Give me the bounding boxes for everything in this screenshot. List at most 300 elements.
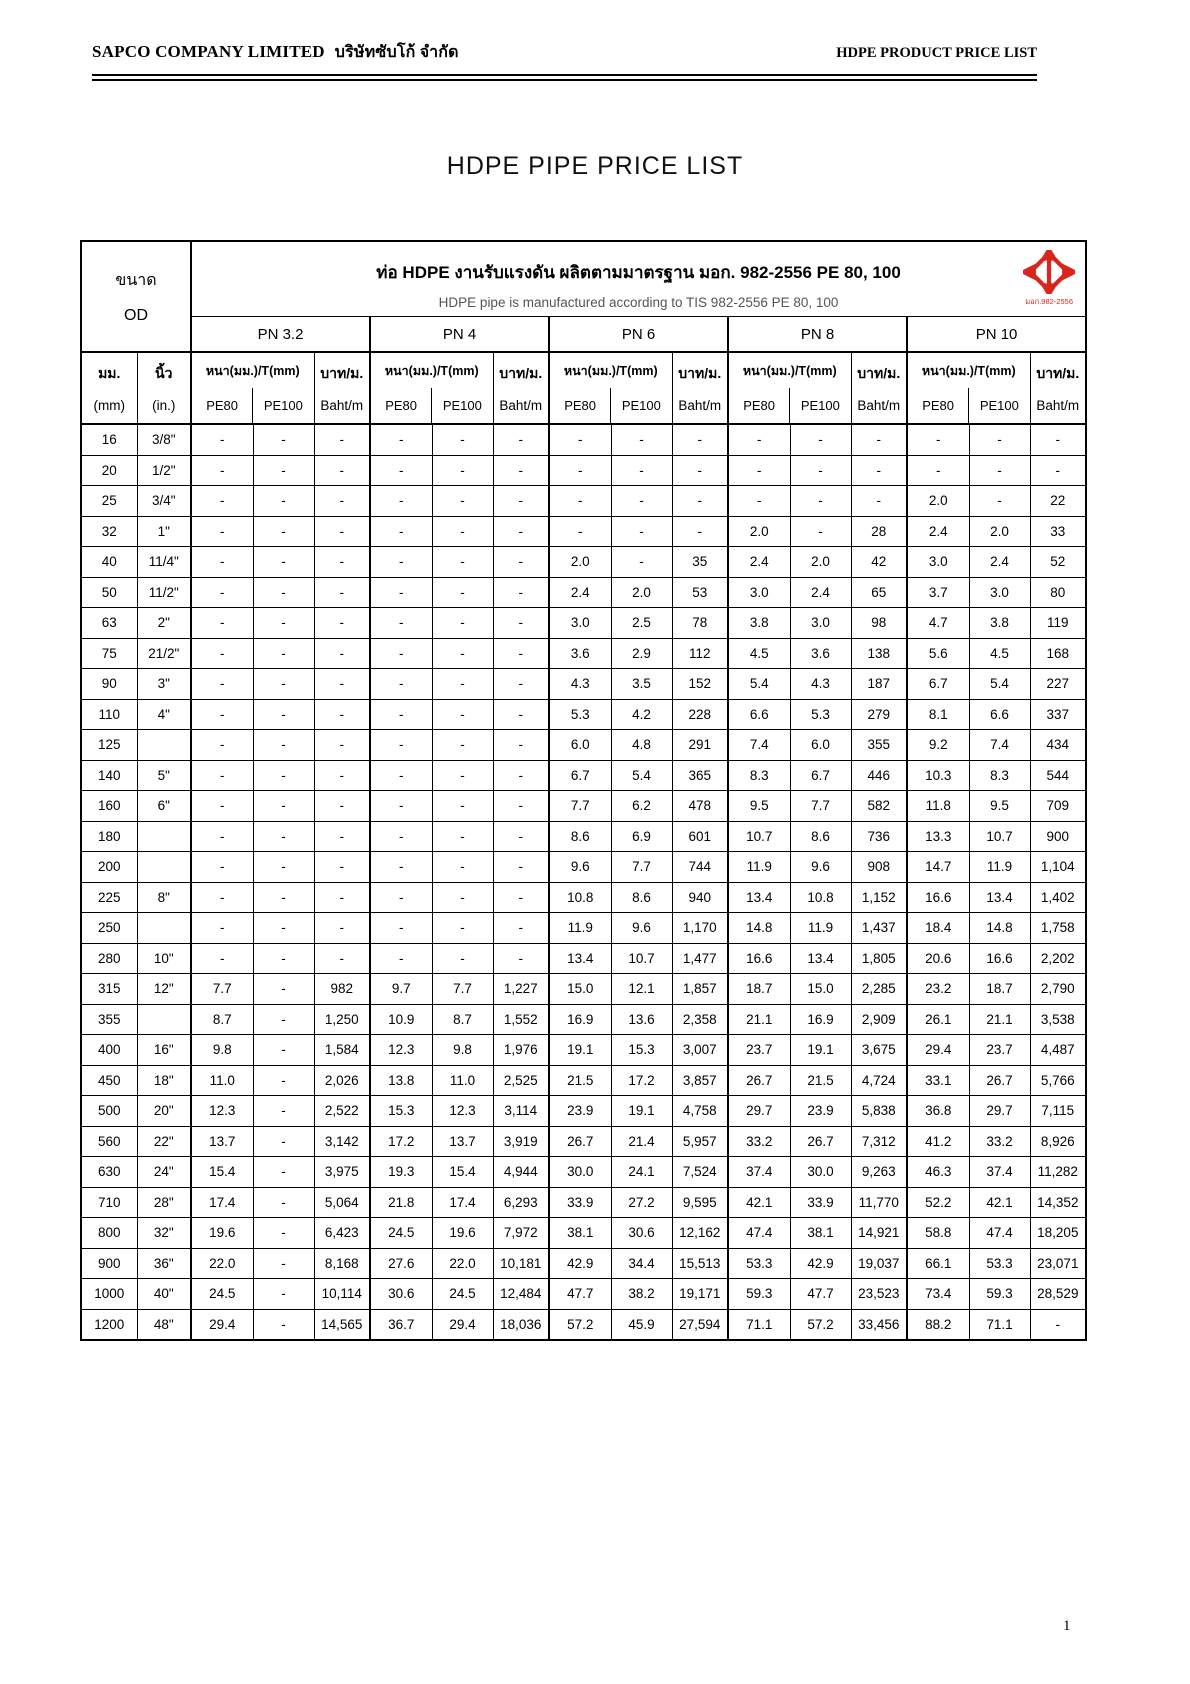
cell-value: 46.3 [907, 1157, 969, 1188]
table-row [81, 699, 1086, 730]
cell-value: 20.6 [907, 943, 969, 974]
cell-value: 1,552 [493, 1004, 549, 1035]
cell-value: - [969, 455, 1030, 486]
cell-value: 19.1 [611, 1096, 672, 1127]
cell-value: 18,036 [493, 1309, 549, 1340]
cell-value: 10.3 [907, 760, 969, 791]
page-number: 1 [1063, 1618, 1071, 1634]
cell-value: 47.4 [969, 1218, 1030, 1249]
cell-value: - [672, 455, 728, 486]
cell-value: 6.2 [611, 791, 672, 822]
cell-value: 18.4 [907, 913, 969, 944]
cell-value: - [432, 608, 493, 639]
cell-mm: 630 [81, 1157, 137, 1188]
cell-value: 2.4 [907, 516, 969, 547]
cell-value: 11.9 [728, 852, 790, 883]
cell-value: 27.2 [611, 1187, 672, 1218]
thickness-header-cell: หนา(มม.)/T(mm) PE80 PE100 [549, 352, 672, 424]
cell-value: - [191, 547, 253, 578]
cell-value: - [253, 913, 314, 944]
baht-header-cell: บาท/ม. Baht/m [493, 352, 549, 424]
cell-value: - [907, 424, 969, 455]
cell-value: - [314, 913, 370, 944]
cell-value: 23.9 [549, 1096, 611, 1127]
cell-value: - [314, 424, 370, 455]
cell-value: - [672, 424, 728, 455]
cell-value: - [253, 1187, 314, 1218]
cell-value: 4.3 [790, 669, 851, 700]
cell-in [137, 730, 191, 761]
cell-value: 41.2 [907, 1126, 969, 1157]
cell-value: - [253, 882, 314, 913]
cell-value: 17.2 [611, 1065, 672, 1096]
cell-value: 11.9 [790, 913, 851, 944]
cell-value: 14.8 [969, 913, 1030, 944]
cell-value: 3.0 [728, 577, 790, 608]
cell-value: 38.1 [549, 1218, 611, 1249]
cell-mm: 1000 [81, 1279, 137, 1310]
cell-value: 57.2 [549, 1309, 611, 1340]
cell-value: 33.2 [728, 1126, 790, 1157]
cell-value: - [191, 486, 253, 517]
cell-in: 22" [137, 1126, 191, 1157]
cell-value: 59.3 [969, 1279, 1030, 1310]
cell-value: - [493, 486, 549, 517]
cell-value: 27.6 [370, 1248, 432, 1279]
cell-value: 15.0 [549, 974, 611, 1005]
cell-in: 28" [137, 1187, 191, 1218]
cell-value: 24.1 [611, 1157, 672, 1188]
cell-value: 8.6 [549, 821, 611, 852]
cell-value: 4,944 [493, 1157, 549, 1188]
cell-value: - [790, 486, 851, 517]
cell-value: - [672, 516, 728, 547]
cell-value: 228 [672, 699, 728, 730]
cell-value: 2,202 [1030, 943, 1086, 974]
cell-value: 4.3 [549, 669, 611, 700]
cell-value: 3.8 [728, 608, 790, 639]
cell-value: 12.1 [611, 974, 672, 1005]
cell-value: 2.0 [969, 516, 1030, 547]
pn-header-cell: PN 10 [907, 317, 1086, 353]
cell-mm: 160 [81, 791, 137, 822]
cell-value: 11.9 [969, 852, 1030, 883]
cell-value: - [191, 669, 253, 700]
cell-value: - [253, 424, 314, 455]
table-row [81, 547, 1086, 578]
cell-value: 23.7 [969, 1035, 1030, 1066]
cell-value: 29.4 [191, 1309, 253, 1340]
cell-value: - [253, 547, 314, 578]
cell-value: 18.7 [728, 974, 790, 1005]
cell-value: 8.1 [907, 699, 969, 730]
baht-header-cell: บาท/ม. Baht/m [314, 352, 370, 424]
cell-value: 5,838 [851, 1096, 907, 1127]
pe100-label: PE100 [431, 388, 492, 423]
cell-value: 47.7 [790, 1279, 851, 1310]
table-row [81, 1248, 1086, 1279]
cell-value: 365 [672, 760, 728, 791]
cell-mm: 90 [81, 669, 137, 700]
table-row [81, 730, 1086, 761]
cell-value: - [253, 486, 314, 517]
cell-value: - [370, 913, 432, 944]
cell-value: 42.1 [969, 1187, 1030, 1218]
company-name-en: SAPCO COMPANY LIMITED [92, 42, 325, 61]
cell-mm: 225 [81, 882, 137, 913]
cell-value: 1,227 [493, 974, 549, 1005]
cell-in: 11/4" [137, 547, 191, 578]
cell-value: - [253, 516, 314, 547]
thickness-header-cell: หนา(มม.)/T(mm) PE80 PE100 [191, 352, 314, 424]
cell-value: - [493, 760, 549, 791]
cell-value: 2.4 [790, 577, 851, 608]
cell-value: - [253, 1096, 314, 1127]
cell-value: - [253, 730, 314, 761]
cell-value: 6.9 [611, 821, 672, 852]
pn-header-cell: PN 4 [370, 317, 549, 353]
cell-value: 5,766 [1030, 1065, 1086, 1096]
table-row [81, 882, 1086, 913]
cell-value: 3,538 [1030, 1004, 1086, 1035]
cell-value: 5,064 [314, 1187, 370, 1218]
cell-value: - [191, 638, 253, 669]
cell-value: 29.4 [907, 1035, 969, 1066]
cell-value: 30.6 [611, 1218, 672, 1249]
pe100-label: PE100 [610, 388, 671, 423]
cell-value: 21.8 [370, 1187, 432, 1218]
cell-value: 8.7 [432, 1004, 493, 1035]
cell-value: 13.4 [790, 943, 851, 974]
cell-value: - [432, 638, 493, 669]
cell-value: 8,926 [1030, 1126, 1086, 1157]
cell-value: - [728, 486, 790, 517]
cell-mm: 315 [81, 974, 137, 1005]
table-row [81, 791, 1086, 822]
cell-value: - [611, 455, 672, 486]
cell-value: 15.0 [790, 974, 851, 1005]
cell-value: - [493, 547, 549, 578]
thickness-header-cell: หนา(มม.)/T(mm) PE80 PE100 [728, 352, 851, 424]
cell-mm: 1200 [81, 1309, 137, 1340]
cell-value: 1,976 [493, 1035, 549, 1066]
cell-value: 13.7 [432, 1126, 493, 1157]
cell-value: 6.6 [969, 699, 1030, 730]
cell-value: 9.7 [370, 974, 432, 1005]
cell-value: 33.9 [790, 1187, 851, 1218]
cell-value: 53 [672, 577, 728, 608]
pe80-label: PE80 [743, 398, 776, 413]
cell-value: 19.6 [432, 1218, 493, 1249]
cell-value: 8.6 [611, 882, 672, 913]
cell-value: 5.4 [728, 669, 790, 700]
cell-value: 30.0 [790, 1157, 851, 1188]
cell-value: - [432, 730, 493, 761]
cell-value: 4,758 [672, 1096, 728, 1127]
cell-value: - [493, 455, 549, 486]
cell-value: 2.0 [728, 516, 790, 547]
cell-value: 3.6 [790, 638, 851, 669]
cell-value: 2,790 [1030, 974, 1086, 1005]
cell-value: 9.8 [191, 1035, 253, 1066]
cell-value: - [253, 791, 314, 822]
cell-value: - [432, 577, 493, 608]
double-rule [92, 74, 1037, 81]
cell-in [137, 913, 191, 944]
doc-header [92, 40, 1037, 81]
cell-value: 22.0 [191, 1248, 253, 1279]
cell-value: 2,522 [314, 1096, 370, 1127]
cell-value: 3.5 [611, 669, 672, 700]
cell-value: 13.6 [611, 1004, 672, 1035]
cell-value: - [549, 486, 611, 517]
cell-value: 355 [851, 730, 907, 761]
cell-value: - [191, 730, 253, 761]
cell-value: 33.1 [907, 1065, 969, 1096]
cell-value: 7,312 [851, 1126, 907, 1157]
cell-value: 2.4 [549, 577, 611, 608]
cell-value: 4.7 [907, 608, 969, 639]
cell-value: 168 [1030, 638, 1086, 669]
cell-value: 2,026 [314, 1065, 370, 1096]
cell-value: 1,857 [672, 974, 728, 1005]
cell-value: 7.4 [969, 730, 1030, 761]
cell-value: 16.9 [549, 1004, 611, 1035]
cell-in: 4" [137, 699, 191, 730]
cell-in: 5" [137, 760, 191, 791]
size-od-cell [81, 241, 191, 352]
cell-value: - [549, 516, 611, 547]
cell-value: 26.7 [969, 1065, 1030, 1096]
cell-value: 9.6 [790, 852, 851, 883]
table-row [81, 1187, 1086, 1218]
cell-value: 434 [1030, 730, 1086, 761]
pe100-label: PE100 [789, 388, 850, 423]
cell-value: 21.4 [611, 1126, 672, 1157]
cell-value: 2,358 [672, 1004, 728, 1035]
cell-value: 17.4 [191, 1187, 253, 1218]
cell-value: 12.3 [370, 1035, 432, 1066]
cell-value: 58.8 [907, 1218, 969, 1249]
cell-value: 4,487 [1030, 1035, 1086, 1066]
cell-value: 6.0 [790, 730, 851, 761]
cell-value: 6,293 [493, 1187, 549, 1218]
cell-value: 73.4 [907, 1279, 969, 1310]
cell-value: - [493, 882, 549, 913]
cell-in: 48" [137, 1309, 191, 1340]
cell-value: - [672, 486, 728, 517]
cell-value: 3,975 [314, 1157, 370, 1188]
tis-logo [1019, 250, 1079, 306]
table-row [81, 974, 1086, 1005]
cell-value: 4.5 [969, 638, 1030, 669]
table-row [81, 1126, 1086, 1157]
cell-value: 13.4 [549, 943, 611, 974]
cell-value: 52 [1030, 547, 1086, 578]
cell-value: 15.3 [370, 1096, 432, 1127]
cell-value: 19,171 [672, 1279, 728, 1310]
cell-value: - [191, 913, 253, 944]
table-row [81, 852, 1086, 883]
cell-value: 16.6 [907, 882, 969, 913]
table-row [81, 821, 1086, 852]
cell-mm: 200 [81, 852, 137, 883]
cell-in: 11/2" [137, 577, 191, 608]
cell-value: - [493, 913, 549, 944]
cell-value: 10.8 [790, 882, 851, 913]
table-row [81, 1065, 1086, 1096]
cell-value: 3.0 [969, 577, 1030, 608]
cell-value: 11.9 [549, 913, 611, 944]
cell-value: - [253, 1248, 314, 1279]
cell-value: - [969, 424, 1030, 455]
cell-value: 1,170 [672, 913, 728, 944]
cell-value: 4.5 [728, 638, 790, 669]
cell-value: 1,104 [1030, 852, 1086, 883]
company-name-thai: บริษัทซับโก้ จำกัด [334, 44, 459, 61]
cell-value: - [253, 1004, 314, 1035]
cell-value: 1,437 [851, 913, 907, 944]
cell-value: 5.3 [549, 699, 611, 730]
cell-mm: 63 [81, 608, 137, 639]
cell-value: 7.7 [432, 974, 493, 1005]
cell-value: - [253, 669, 314, 700]
cell-value: 71.1 [969, 1309, 1030, 1340]
cell-value: - [432, 486, 493, 517]
cell-value: - [493, 821, 549, 852]
banner-line1: ท่อ HDPE งานรับแรงดัน ผลิตตามมาตรฐาน มอก. 982-2556 PE 80, 100 [376, 262, 901, 282]
cell-value: 9.5 [728, 791, 790, 822]
cell-value: - [790, 516, 851, 547]
cell-value: 24.5 [191, 1279, 253, 1310]
cell-value: - [611, 424, 672, 455]
cell-value: - [370, 516, 432, 547]
cell-value: 3,114 [493, 1096, 549, 1127]
cell-value: - [728, 455, 790, 486]
table-row [81, 516, 1086, 547]
cell-value: 19.1 [549, 1035, 611, 1066]
cell-value: 24.5 [432, 1279, 493, 1310]
cell-value: 7.4 [728, 730, 790, 761]
cell-value: 71.1 [728, 1309, 790, 1340]
cell-value: 26.7 [728, 1065, 790, 1096]
cell-value: - [1030, 1309, 1086, 1340]
cell-value: 1,758 [1030, 913, 1086, 944]
cell-value: - [493, 699, 549, 730]
cell-value: - [432, 882, 493, 913]
cell-value: 544 [1030, 760, 1086, 791]
cell-value: - [432, 669, 493, 700]
table-row [81, 1218, 1086, 1249]
cell-in: 8" [137, 882, 191, 913]
cell-value: - [851, 424, 907, 455]
cell-value: 42 [851, 547, 907, 578]
cell-value: 12,484 [493, 1279, 549, 1310]
cell-value: 33,456 [851, 1309, 907, 1340]
cell-value: - [370, 608, 432, 639]
cell-mm: 50 [81, 577, 137, 608]
cell-value: 78 [672, 608, 728, 639]
cell-value: - [370, 943, 432, 974]
cell-value: - [314, 547, 370, 578]
cell-value: - [253, 1065, 314, 1096]
cell-value: 13.7 [191, 1126, 253, 1157]
cell-value: - [969, 486, 1030, 517]
cell-value: 7.7 [549, 791, 611, 822]
cell-mm: 110 [81, 699, 137, 730]
cell-value: 19.3 [370, 1157, 432, 1188]
cell-value: 45.9 [611, 1309, 672, 1340]
cell-value: 940 [672, 882, 728, 913]
cell-value: - [493, 516, 549, 547]
cell-value: 15,513 [672, 1248, 728, 1279]
cell-value: - [370, 699, 432, 730]
cell-value: - [370, 455, 432, 486]
cell-value: 59.3 [728, 1279, 790, 1310]
cell-in: 36" [137, 1248, 191, 1279]
cell-value: - [253, 455, 314, 486]
cell-value: 3.7 [907, 577, 969, 608]
cell-value: 14.8 [728, 913, 790, 944]
cell-value: 10,181 [493, 1248, 549, 1279]
cell-value: 582 [851, 791, 907, 822]
cell-in: 20" [137, 1096, 191, 1127]
cell-value: - [191, 760, 253, 791]
pn-header-cell: PN 6 [549, 317, 728, 353]
cell-value: 13.4 [969, 882, 1030, 913]
cell-value: 23,071 [1030, 1248, 1086, 1279]
cell-value: 23.9 [790, 1096, 851, 1127]
table-row [81, 1309, 1086, 1340]
cell-value: 17.2 [370, 1126, 432, 1157]
cell-value: - [253, 577, 314, 608]
cell-value: 15.4 [432, 1157, 493, 1188]
cell-mm: 280 [81, 943, 137, 974]
cell-value: 30.6 [370, 1279, 432, 1310]
cell-value: - [493, 669, 549, 700]
cell-value: 4.2 [611, 699, 672, 730]
cell-value: 9.8 [432, 1035, 493, 1066]
cell-value: 7,972 [493, 1218, 549, 1249]
cell-value: - [314, 516, 370, 547]
cell-value: 3.0 [907, 547, 969, 578]
cell-value: - [493, 730, 549, 761]
cell-value: 21.5 [790, 1065, 851, 1096]
cell-mm: 20 [81, 455, 137, 486]
page-title: HDPE PIPE PRICE LIST [446, 152, 744, 180]
cell-in: 1/2" [137, 455, 191, 486]
cell-mm: 40 [81, 547, 137, 578]
table-row [81, 1035, 1086, 1066]
cell-value: 18.7 [969, 974, 1030, 1005]
cell-value: 14,921 [851, 1218, 907, 1249]
cell-value: 28,529 [1030, 1279, 1086, 1310]
cell-value: 38.2 [611, 1279, 672, 1310]
cell-in: 3" [137, 669, 191, 700]
cell-in: 10" [137, 943, 191, 974]
cell-mm: 800 [81, 1218, 137, 1249]
cell-value: 42.9 [790, 1248, 851, 1279]
cell-value: 9.5 [969, 791, 1030, 822]
cell-value: - [314, 943, 370, 974]
cell-mm: 125 [81, 730, 137, 761]
inch-header-cell: นิ้ว (in.) [137, 352, 191, 424]
cell-value: - [253, 608, 314, 639]
cell-value: 16.6 [728, 943, 790, 974]
cell-value: - [191, 577, 253, 608]
cell-value: - [253, 974, 314, 1005]
cell-value: 65 [851, 577, 907, 608]
